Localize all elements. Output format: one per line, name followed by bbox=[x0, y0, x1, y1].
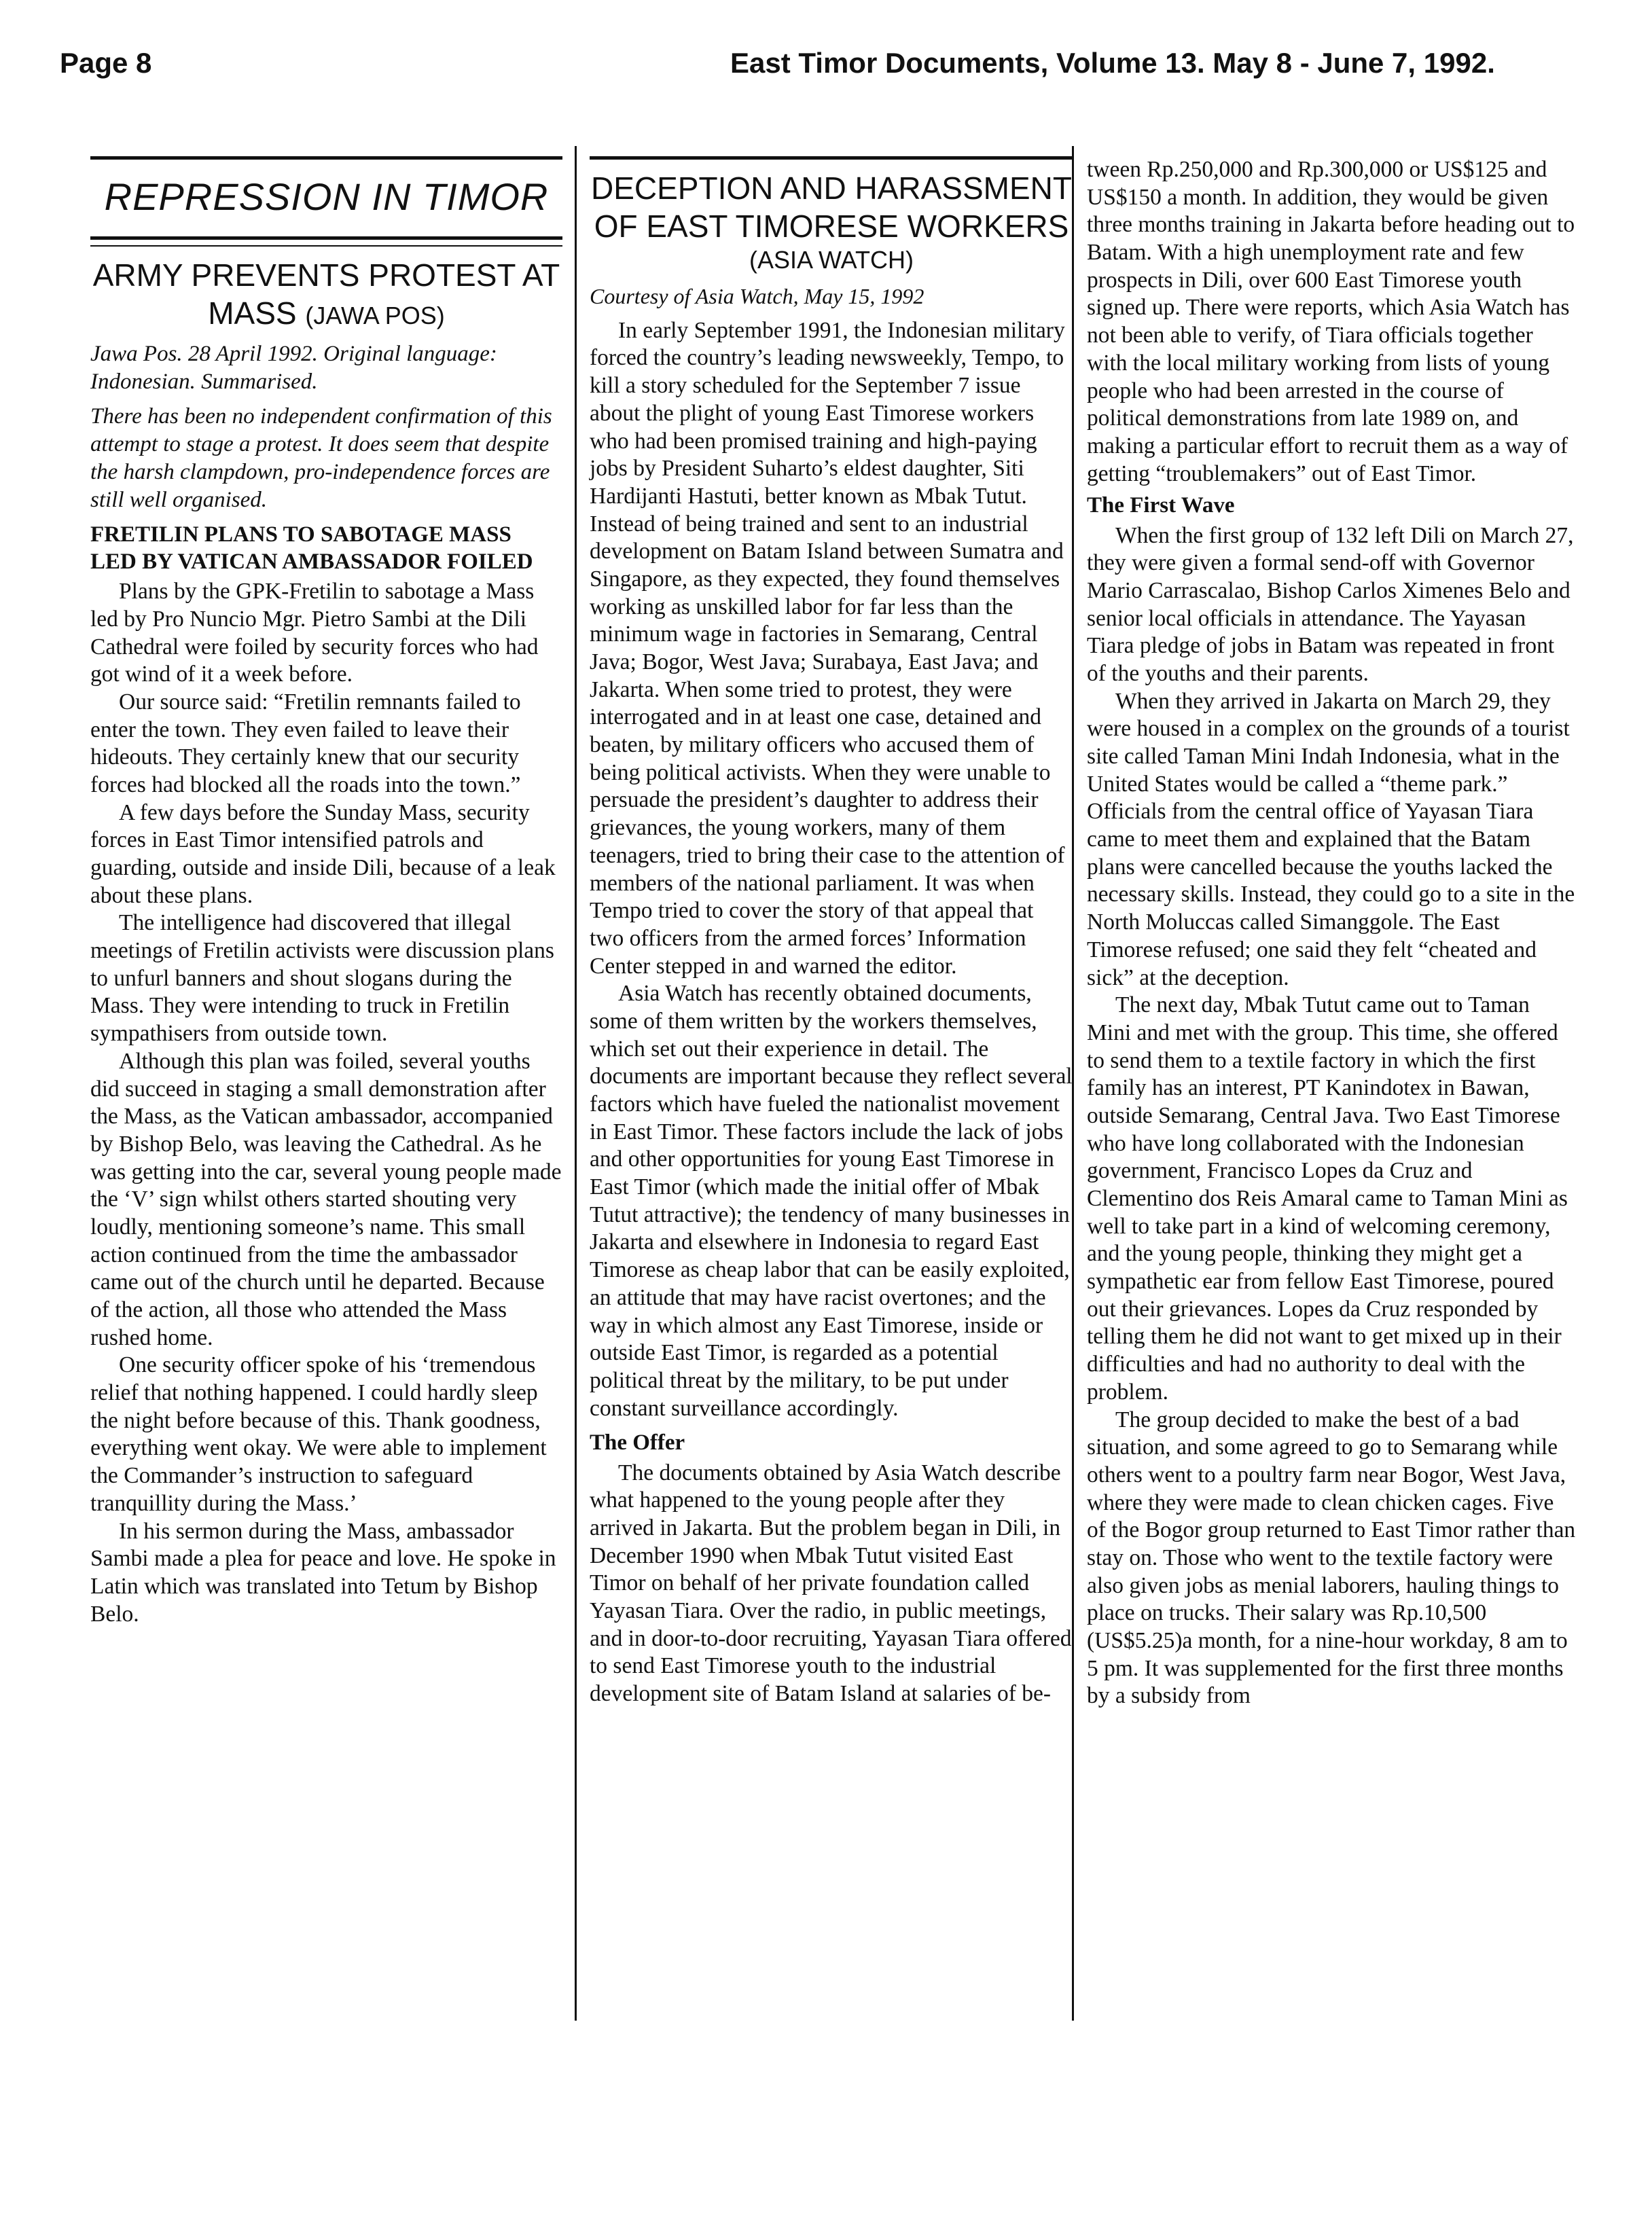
headline-text: DECEPTION AND HARASSMENT OF EAST TIMORESE WORKERS bbox=[591, 170, 1072, 245]
headline-source: (JAWA POS) bbox=[305, 302, 445, 330]
column-divider bbox=[575, 146, 577, 2021]
headline-rule bbox=[90, 245, 562, 247]
article-deception-harassment bbox=[590, 156, 1073, 1708]
headline-source: (ASIA WATCH) bbox=[749, 246, 914, 274]
article-credit: Jawa Pos. 28 April 1992. Original language: Indonesian. Summarised. bbox=[90, 342, 497, 395]
paragraph: Asia Watch has recently obtained documents, some of them written by the workers themselves, which set out their experience in detail. The documents are important because they reflect several factors which have fueled the nationalist movement in East Timor. These factors include the lack of jobs and other opportunities for young East Timorese in East Timor (which made the initial offer of Mbak Tutut attractive); the tendency of many businesses in Jakarta and elsewhere in Indonesia to regard East Timorese as cheap labor that can be easily exploited, an attitude that may have racist overtones; and the way in which almost any East Timorese, inside or outside East Timor, is regarded as a potential political threat by the military, to be put under constant surveillance accordingly. bbox=[590, 981, 1073, 1421]
paragraph: The next day, Mbak Tutut came out to Taman Mini and met with the group. This time, she offered to send them to a textile factory in which the first family has an interest, PT Kanindotex in Bawan, outside Semarang, Central Java. Two East Timorese who have long collaborated with the Indonesian government, Francisco Lopes da Cruz and Clementino dos Reis Amaral came to Taman Mini as well to take part in a kind of welcoming ceremony, and the young people, thinking they might get a sympathetic ear from fellow East Timorese, poured out their grievances. Lopes da Cruz responded by telling them he did not want to get mixed up in their difficulties and had no authority to deal with the problem. bbox=[1087, 992, 1568, 1405]
page-number: Page 8 bbox=[60, 47, 152, 79]
article-army-prevents-protest bbox=[90, 156, 562, 1628]
article-headline bbox=[90, 256, 562, 332]
article-subhead: FRETILIN PLANS TO SABOTAGE MASS LED BY VATICAN AMBASSADOR FOILED bbox=[90, 522, 533, 574]
article-headline bbox=[590, 169, 1073, 275]
paragraph: When they arrived in Jakarta on March 29, they were housed in a complex on the grounds of a tourist site called Taman Mini Indah Indonesia, what in the United States would be called a “theme park.” Officials from the central office of Yayasan Tiara came to meet them and explained that the Batam plans were cancelled because the youths lacked the necessary skills. Instead, they could go to a site in the North Moluccas called Simanggole. The East Timorese refused; one said they felt “cheated and sick” at the deception. bbox=[1087, 688, 1575, 990]
paragraph: One security officer spoke of his ‘tremendous relief that nothing happened. I could hardly sleep the night before because of this. Thank goodness, everything went okay. We were able to implement the Commander’s instruction to safeguard tranquillity during the Mass.’ bbox=[90, 1352, 547, 1516]
paragraph: The intelligence had discovered that illegal meetings of Fretilin activists were discussion plans to unfurl banners and shout slogans during the Mass. They were intending to truck in Fretilin sympathisers from outside town. bbox=[90, 910, 554, 1047]
article-subhead: The Offer bbox=[590, 1430, 685, 1456]
paragraph: When the first group of 132 left Dili on March 27, they were given a formal send-off with Governor Mario Carrascalao, Bishop Carlos Ximenes Belo and senior local officials in attendance. The Yayasan Tiara pledge of jobs in Batam was repeated in front of the youths and their parents. bbox=[1087, 522, 1574, 686]
section-title: REPRESSION IN TIMOR bbox=[104, 175, 549, 218]
article-credit: Courtesy of Asia Watch, May 15, 1992 bbox=[590, 284, 924, 309]
paragraph: Plans by the GPK-Fretilin to sabotage a Mass led by Pro Nuncio Mgr. Pietro Sambi at the Dili Cathedral were foiled by security forces who had got wind of it a week before. bbox=[90, 579, 539, 687]
paragraph: A few days before the Sunday Mass, security forces in East Timor intensified patrols and guarding, outside and inside Dili, because of a leak about these plans. bbox=[90, 799, 556, 908]
paragraph: tween Rp.250,000 and Rp.300,000 or US$125 and US$150 a month. In addition, they would be given three months training in Jakarta before heading out to Batam. With a high unemployment rate and few prospects in Dili, over 600 East Timorese youth signed up. There were reports, which Asia Watch has not been able to verify, of Tiara officials together with the local military working from lists of young people who had been arrested in the course of political demonstrations from late 1989 on, and making a particular effort to recruit them as a way of getting “troublemakers” out of East Timor. bbox=[1087, 157, 1575, 486]
article-continuation bbox=[1087, 156, 1576, 1710]
paragraph: In early September 1991, the Indonesian military forced the country’s leading newsweekly, Tempo, to kill a story scheduled for the September 7 issue about the plight of young East Timorese workers who had been promised training and high-paying jobs by President Suharto’s eldest daughter, Siti Hardijanti Hastuti, better known as Mbak Tutut. Instead of being trained and sent to an industrial development on Batam Island between Sumatra and Singapore, as they expected, they found themselves working as unskilled labor for far less than the minimum wage in factories in Semarang, Central Java; Bogor, West Java; Surabaya, East Java; and Jakarta. When some tried to protest, they were interrogated and in at least one case, detained and beaten, by military officers who accused them of being political activists. When they were unable to persuade the president’s daughter to address their grievances, the young workers, many of them teenagers, tried to bring their case to the attention of members of the national parliament. It was when Tempo tried to cover the story of that appeal that two officers from the armed forces’ Information Center stepped in and warned the editor. bbox=[590, 317, 1065, 979]
paragraph: In his sermon during the Mass, ambassador Sambi made a plea for peace and love. He spoke in Latin which was translated into Tetum by Bishop Belo. bbox=[90, 1518, 556, 1627]
section-rule bbox=[90, 156, 562, 160]
headline-rule bbox=[590, 156, 1073, 160]
headline-text: ARMY PREVENTS PROTEST AT MASS bbox=[92, 257, 560, 331]
paragraph: Our source said: “Fretilin remnants failed to enter the town. They even failed to leave their hideouts. They certainly knew that our security forces had blocked all the roads into the town.” bbox=[90, 689, 521, 797]
paragraph: The group decided to make the best of a bad situation, and some agreed to go to Semarang while others went to a poultry farm near Bogor, West Java, where they were made to clean chicken cages. Five of the Bogor group returned to East Timor rather than stay on. Those who went to the textile factory were also given jobs as menial laborers, hauling things to place on trucks. Their salary was Rp.10,500 (US$5.25)a month, for a nine-hour workday, 8 am to 5 pm. It was supplemented for the first three months by a subsidy from bbox=[1087, 1407, 1576, 1709]
article-subhead: The First Wave bbox=[1087, 493, 1235, 518]
running-header: East Timor Documents, Volume 13. May 8 - June 7, 1992. bbox=[730, 47, 1495, 79]
paragraph: Although this plan was foiled, several youths did succeed in staging a small demonstration after the Mass, as the Vatican ambassador, accompanied by Bishop Belo, was leaving the Cathedral. As he was getting into the car, several young people made the ‘V’ sign whilst others started shouting very loudly, mentioning someone’s name. This small action continued from the time the ambassador came out of the church until he departed. Because of the action, all those who attended the Mass rushed home. bbox=[90, 1048, 562, 1350]
paragraph: The documents obtained by Asia Watch describe what happened to the young people after they arrived in Jakarta. But the problem began in Dili, in December 1990 when Mbak Tutut visited East Timor on behalf of her private foundation called Yayasan Tiara. Over the radio, in public meetings, and in door-to-door recruiting, Yayasan Tiara offered to send East Timorese youth to the industrial development site of Batam Island at salaries of be- bbox=[590, 1460, 1072, 1707]
editor-note: There has been no independent confirmation of this attempt to stage a protest. It does seem that despite the harsh clampdown, pro-independence forces are still well organised. bbox=[90, 404, 552, 512]
